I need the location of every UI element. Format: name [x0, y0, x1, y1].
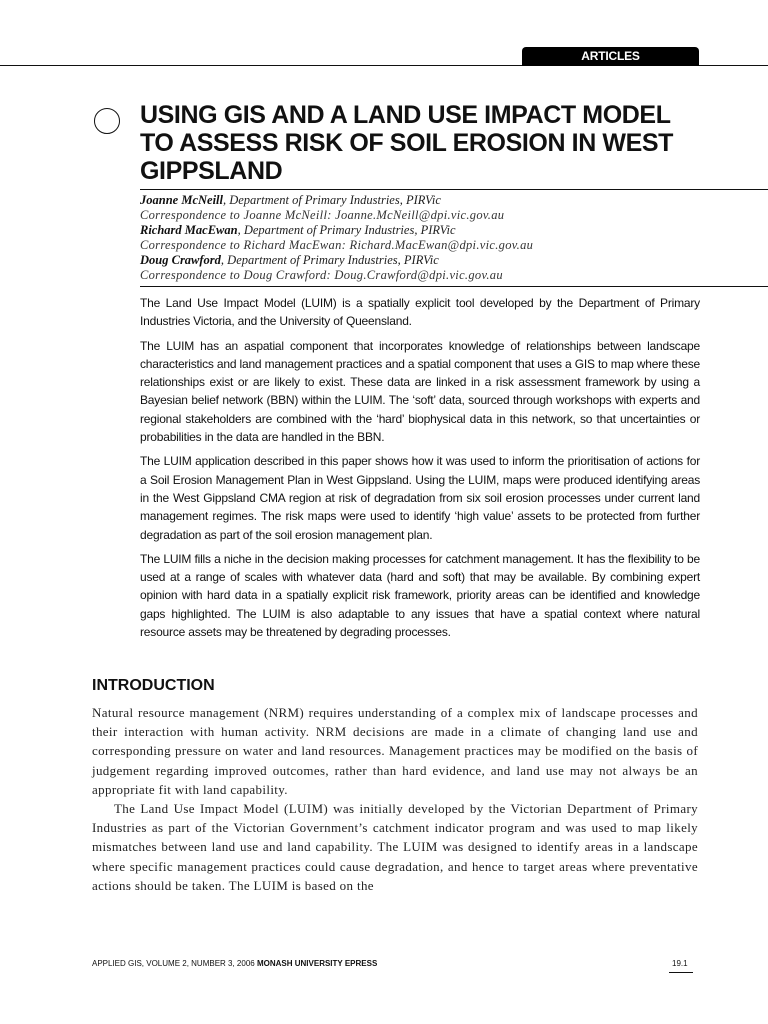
author-line	[140, 193, 700, 208]
authors-rule	[140, 286, 768, 287]
publisher-name: MONASH UNIVERSITY EPRESS	[256, 959, 378, 968]
body-paragraph: The Land Use Impact Model (LUIM) was initially developed by the Victorian Department of Primary Industries as part of the Victorian Government’s catchment indicator program and was used to map likely mismatches between land use and land capability. The LUIM was designed to identify areas in a landscape where specific management practices could cause degradation, and hence to target areas where preventative actions should be taken. The LUIM is based on the	[92, 801, 698, 893]
abstract-paragraph: The LUIM has an aspatial component that incorporates knowledge of relationships between landscape characteristics and land management practices and a spatial component that uses a GIS to map where these relationships exist or are likely to exist. These data are linked in a risk assessment framework by using a Bayesian belief network (BBN) within the LUIM. The ‘soft’ data, sourced through workshops with experts and regional stakeholders are combined with the ‘hard’ biophysical data in this network, so that uncertainties or probabilities in the data are handled in the BBN.	[140, 338, 700, 445]
footer-citation	[92, 958, 377, 970]
page-number-rule	[669, 972, 693, 973]
page-number: 19.1	[672, 959, 688, 968]
abstract-paragraph: The Land Use Impact Model (LUIM) is a spatially explicit tool developed by the Department of Primary Industries Victoria, and the University of Queensland.	[140, 296, 700, 329]
author-name: Joanne McNeill	[140, 193, 223, 207]
abstract-paragraph: The LUIM fills a niche in the decision making processes for catchment management. It has the flexibility to be used at a range of scales with whatever data (hard and soft) that may be available. By combining expert opinion with hard data in a spatially explicit risk framework, priority areas can be identified and knowledge gaps highlighted. The LUIM is also adaptable to any issues that have a spatial context where natural resource assets may be threatened by degrading processes.	[140, 551, 700, 640]
introduction-body	[92, 703, 698, 895]
article-title: USING GIS AND A LAND USE IMPACT MODEL TO ASSESS RISK OF SOIL EROSION IN WEST GIPPSLAND	[140, 101, 674, 185]
author-block	[140, 193, 700, 283]
author-name: Richard MacEwan	[140, 223, 238, 237]
author-correspondence: Correspondence to Richard MacEwan: Richard.MacEwan@dpi.vic.gov.au	[140, 238, 534, 252]
author-correspondence: Correspondence to Joanne McNeill: Joanne.McNeill@dpi.vic.gov.au	[140, 208, 505, 222]
title-rule	[140, 189, 768, 190]
author-line	[140, 223, 700, 238]
journal-citation: APPLIED GIS, VOLUME 2, NUMBER 3, 2006	[92, 959, 255, 968]
abstract	[140, 294, 700, 647]
author-affiliation: , Department of Primary Industries, PIRVic	[220, 253, 439, 267]
author-affiliation: , Department of Primary Industries, PIRVic	[222, 193, 441, 207]
author-name: Doug Crawford	[140, 253, 221, 267]
circle-icon	[94, 108, 120, 134]
author-correspondence: Correspondence to Doug Crawford: Doug.Crawford@dpi.vic.gov.au	[140, 268, 503, 282]
author-affiliation: , Department of Primary Industries, PIRVic	[237, 223, 456, 237]
abstract-paragraph: The LUIM application described in this paper shows how it was used to inform the prioritisation of actions for a Soil Erosion Management Plan in West Gippsland. Using the LUIM, maps were produced identifying areas in the West Gippsland CMA region at risk of degradation from six soil erosion processes under current land management regimes. The risk maps were used to identify ‘high value’ assets to be protected from further degradation as part of the soil erosion management plan.	[140, 454, 700, 542]
author-line	[140, 253, 700, 268]
section-label: ARTICLES	[522, 47, 699, 66]
body-paragraph: Natural resource management (NRM) requires understanding of a complex mix of landscape processes and their interaction with human activity. NRM decisions are made in a climate of changing land use and corresponding pressure on water and land resources. Management practices may be modified on the basis of judgement regarding improved outcomes, rather than hard evidence, and land use may not always be an appropriate fit with land capability.	[92, 705, 698, 797]
section-heading: INTRODUCTION	[92, 677, 215, 694]
